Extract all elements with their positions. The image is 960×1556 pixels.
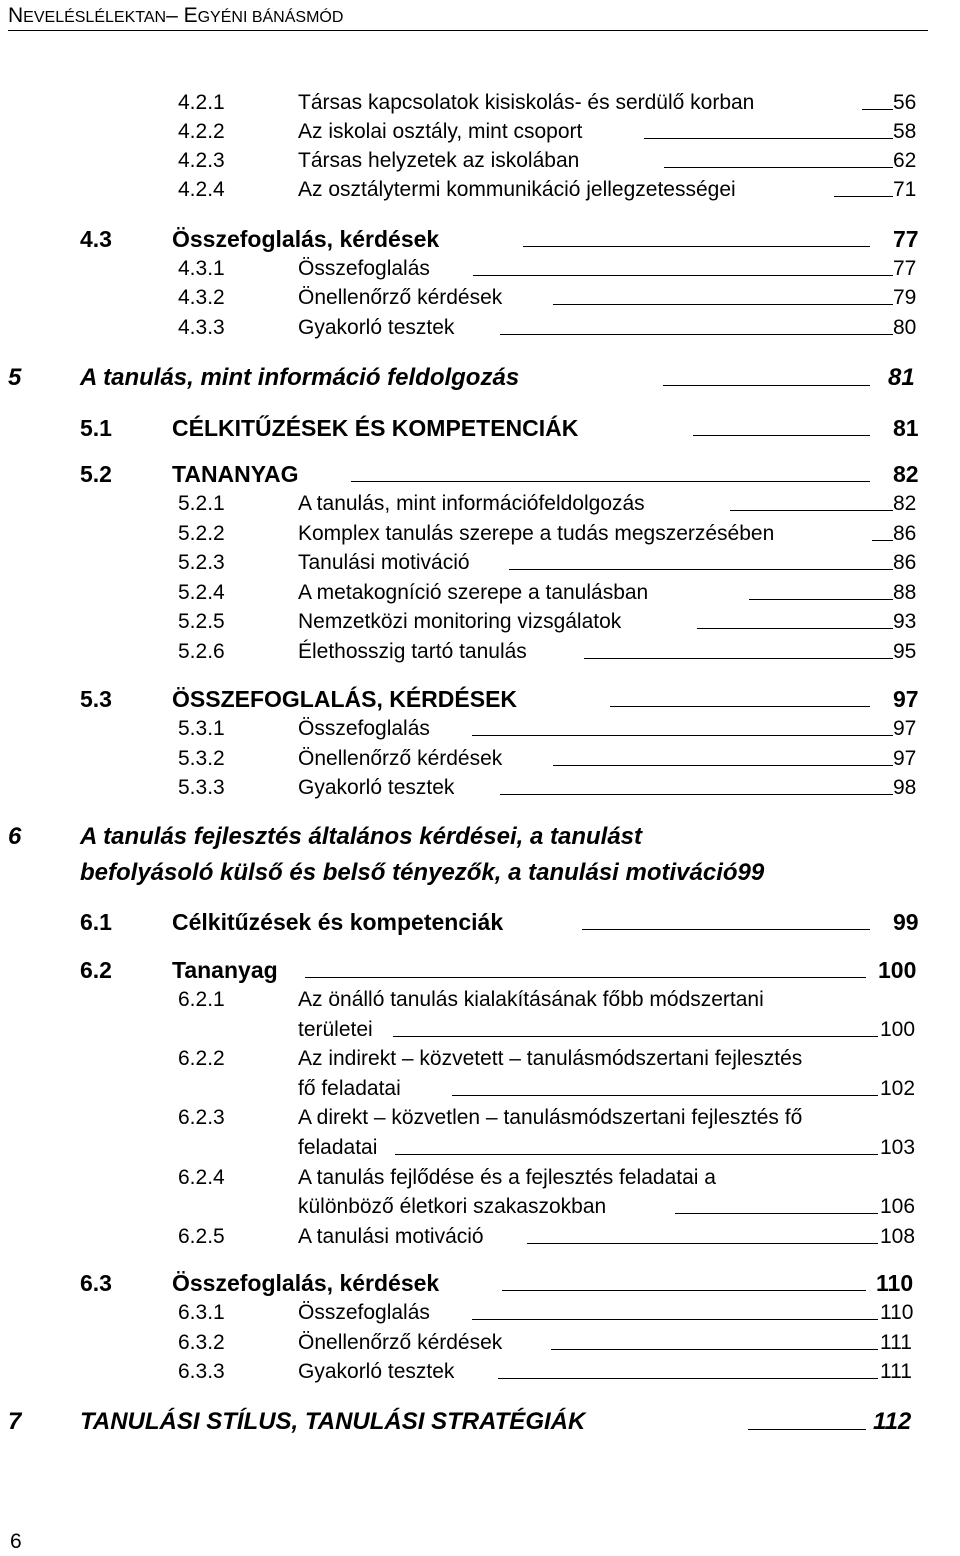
toc-entry-number: 6.3.2 xyxy=(178,1331,225,1354)
toc-leader-line xyxy=(834,196,893,197)
toc-entry-title: Komplex tanulás szerepe a tudás megszerzésében xyxy=(298,522,775,545)
toc-leader-line xyxy=(551,1349,878,1350)
toc-entry-number: 4.2.3 xyxy=(178,149,225,172)
toc-leader-line xyxy=(582,929,870,930)
toc-leader-line xyxy=(393,1036,878,1037)
toc-entry-page: 62 xyxy=(893,149,917,172)
toc-leader-line xyxy=(644,138,893,139)
toc-entry-title: A direkt – közvetlen – tanulásmódszertani fejlesztés fő xyxy=(298,1106,803,1129)
toc-entry-page: 58 xyxy=(893,120,917,143)
toc-entry-number: 6 xyxy=(8,823,22,850)
toc-entry-page: 97 xyxy=(893,686,919,712)
toc-entry-page: 80 xyxy=(893,316,917,339)
toc-entry-page: 82 xyxy=(893,461,919,487)
toc-leader-line xyxy=(872,540,893,541)
toc-entry-title: Az iskolai osztály, mint csoport xyxy=(298,120,583,143)
toc-entry-number: 6.3 xyxy=(80,1270,112,1296)
toc-leader-line xyxy=(523,246,870,247)
toc-entry-page: 77 xyxy=(893,257,917,280)
toc-leader-line xyxy=(500,334,893,335)
toc-leader-line xyxy=(473,275,893,276)
toc-entry-page: 82 xyxy=(893,492,917,515)
toc-entry-page: 97 xyxy=(893,747,917,770)
toc-leader-line xyxy=(663,385,870,386)
toc-entry-title: A metakogníció szerepe a tanulásban xyxy=(298,581,649,604)
toc-leader-line xyxy=(748,1429,866,1430)
header-word-2: GYÉNI BÁNÁSMÓD xyxy=(197,9,344,26)
toc-entry-number: 4.2.4 xyxy=(178,178,225,201)
toc-leader-line xyxy=(693,435,870,436)
toc-entry-number: 5.3.1 xyxy=(178,717,225,740)
toc-entry-number: 5.2 xyxy=(80,461,112,487)
toc-leader-line xyxy=(553,304,893,305)
toc-entry-page: 103 xyxy=(880,1136,916,1159)
toc-entry-page: 88 xyxy=(893,581,917,604)
toc-entry-page: 102 xyxy=(880,1077,916,1100)
toc-entry-title: Célkitűzések és kompetenciák xyxy=(172,909,504,935)
page-number: 6 xyxy=(10,1530,22,1553)
toc-entry-page: 81 xyxy=(893,415,919,441)
toc-entry-page: 112 xyxy=(873,1408,912,1435)
toc-entry-number: 4.3.2 xyxy=(178,286,225,309)
toc-entry-number: 6.2 xyxy=(80,957,112,983)
header-word-1: EVELÉSLÉLEKTAN xyxy=(23,9,167,26)
toc-entry-title: Összefoglalás xyxy=(298,257,430,280)
toc-entry-number: 4.3.1 xyxy=(178,257,225,280)
toc-entry-title: Gyakorló tesztek xyxy=(298,316,455,339)
toc-entry-number: 4.3 xyxy=(80,226,112,252)
toc-entry-title: befolyásoló külső és belső tényezők, a tanulási motiváció99 xyxy=(80,859,765,886)
toc-entry-number: 5.2.4 xyxy=(178,581,225,604)
toc-leader-line xyxy=(862,109,893,110)
toc-entry-title: A tanulás fejlődése és a fejlesztés feladatai a xyxy=(298,1166,716,1189)
toc-entry-title: Tananyag xyxy=(172,957,278,983)
toc-entry-title: CÉLKITŰZÉSEK ÉS KOMPETENCIÁK xyxy=(172,415,579,441)
toc-entry-page: 56 xyxy=(893,91,917,114)
toc-entry-number: 6.2.4 xyxy=(178,1166,225,1189)
toc-leader-line xyxy=(472,735,893,736)
toc-entry-number: 4.3.3 xyxy=(178,316,225,339)
toc-entry-page: 86 xyxy=(893,522,917,545)
toc-leader-line xyxy=(553,765,893,766)
toc-entry-page: 111 xyxy=(880,1331,912,1354)
toc-entry-page: 81 xyxy=(888,364,915,391)
toc-entry-number: 5.3 xyxy=(80,686,112,712)
toc-entry-number: 5.1 xyxy=(80,415,112,441)
toc-entry-number: 5.2.3 xyxy=(178,551,225,574)
toc-leader-line xyxy=(351,481,870,482)
toc-leader-line xyxy=(697,628,893,629)
toc-entry-title: Az osztálytermi kommunikáció jellegzetességei xyxy=(298,178,736,201)
toc-entry-title: Az indirekt – közvetett – tanulásmódszertani fejlesztés xyxy=(298,1047,803,1070)
toc-leader-line xyxy=(509,569,893,570)
toc-leader-line xyxy=(584,658,893,659)
toc-entry-title: TANANYAG xyxy=(172,461,299,487)
toc-entry-title: A tanulás fejlesztés általános kérdései, a tanulást xyxy=(80,823,643,850)
toc-leader-line xyxy=(498,1378,878,1379)
toc-entry-page: 110 xyxy=(876,1270,914,1296)
toc-entry-title: Társas helyzetek az iskolában xyxy=(298,149,580,172)
toc-entry-title: Önellenőrző kérdések xyxy=(298,286,503,309)
toc-entry-title: Az önálló tanulás kialakításának főbb módszertani xyxy=(298,988,764,1011)
toc-entry-title: feladatai xyxy=(298,1136,378,1159)
toc-entry-number: 4.2.1 xyxy=(178,91,225,114)
toc-leader-line xyxy=(502,1290,866,1291)
toc-entry-number: 5 xyxy=(8,364,22,391)
toc-entry-title: TANULÁSI STÍLUS, TANULÁSI STRATÉGIÁK xyxy=(80,1408,586,1435)
toc-entry-title: különböző életkori szakaszokban xyxy=(298,1195,607,1218)
toc-leader-line xyxy=(452,1095,878,1096)
toc-entry-page: 108 xyxy=(880,1225,916,1248)
toc-entry-number: 5.3.3 xyxy=(178,776,225,799)
toc-entry-number: 7 xyxy=(8,1408,22,1435)
toc-entry-page: 98 xyxy=(893,776,917,799)
toc-entry-page: 100 xyxy=(880,1018,916,1041)
toc-entry-page: 86 xyxy=(893,551,917,574)
toc-leader-line xyxy=(500,794,893,795)
toc-entry-number: 6.2.3 xyxy=(178,1106,225,1129)
toc-entry-title: A tanulási motiváció xyxy=(298,1225,484,1248)
header-initial: N xyxy=(8,4,24,27)
toc-entry-number: 5.3.2 xyxy=(178,747,225,770)
toc-entry-page: 95 xyxy=(893,640,917,663)
header-separator: – E xyxy=(166,4,198,27)
toc-entry-page: 77 xyxy=(893,226,919,252)
toc-leader-line xyxy=(527,1243,878,1244)
toc-entry-number: 6.1 xyxy=(80,909,112,935)
toc-entry-page: 71 xyxy=(893,178,917,201)
toc-entry-page: 93 xyxy=(893,610,917,633)
toc-leader-line xyxy=(749,599,893,600)
toc-entry-title: A tanulás, mint információ feldolgozás xyxy=(80,364,520,391)
toc-entry-title: A tanulás, mint információfeldolgozás xyxy=(298,492,645,515)
toc-entry-number: 5.2.2 xyxy=(178,522,225,545)
toc-leader-line xyxy=(610,706,870,707)
toc-entry-number: 6.2.2 xyxy=(178,1047,225,1070)
toc-entry-number: 4.2.2 xyxy=(178,120,225,143)
toc-entry-title: Társas kapcsolatok kisiskolás- és serdülő korban xyxy=(298,91,755,114)
toc-entry-number: 6.3.1 xyxy=(178,1301,225,1324)
toc-leader-line xyxy=(664,167,893,168)
toc-entry-page: 110 xyxy=(880,1301,914,1324)
toc-entry-page: 106 xyxy=(880,1195,916,1218)
toc-entry-title: területei xyxy=(298,1018,373,1041)
toc-entry-title: Összefoglalás xyxy=(298,1301,430,1324)
toc-entry-number: 5.2.6 xyxy=(178,640,225,663)
toc-entry-number: 6.3.3 xyxy=(178,1360,225,1383)
toc-leader-line xyxy=(675,1213,878,1214)
toc-entry-page: 111 xyxy=(880,1360,912,1383)
toc-entry-title: Nemzetközi monitoring vizsgálatok xyxy=(298,610,622,633)
toc-entry-number: 6.2.1 xyxy=(178,988,225,1011)
toc-leader-line xyxy=(395,1154,878,1155)
toc-entry-title: Élethosszig tartó tanulás xyxy=(298,640,527,663)
toc-entry-title: Önellenőrző kérdések xyxy=(298,747,503,770)
toc-entry-title: Összefoglalás, kérdések xyxy=(172,226,440,252)
toc-entry-page: 100 xyxy=(878,957,917,983)
toc-entry-page: 97 xyxy=(893,717,917,740)
toc-entry-title: Tanulási motiváció xyxy=(298,551,470,574)
toc-entry-number: 5.2.5 xyxy=(178,610,225,633)
toc-entry-number: 6.2.5 xyxy=(178,1225,225,1248)
toc-entry-page: 99 xyxy=(893,909,919,935)
toc-entry-title: Gyakorló tesztek xyxy=(298,776,455,799)
toc-entry-title: ÖSSZEFOGLALÁS, KÉRDÉSEK xyxy=(172,686,518,712)
toc-entry-title: Gyakorló tesztek xyxy=(298,1360,455,1383)
toc-entry-title: fő feladatai xyxy=(298,1077,401,1100)
toc-entry-title: Összefoglalás xyxy=(298,717,430,740)
toc-entry-number: 5.2.1 xyxy=(178,492,225,515)
toc-entry-title: Önellenőrző kérdések xyxy=(298,1331,503,1354)
toc-leader-line xyxy=(472,1319,878,1320)
toc-entry-page: 79 xyxy=(893,286,917,309)
toc-leader-line xyxy=(730,510,893,511)
toc-entry-title: Összefoglalás, kérdések xyxy=(172,1270,440,1296)
toc-leader-line xyxy=(305,977,866,978)
